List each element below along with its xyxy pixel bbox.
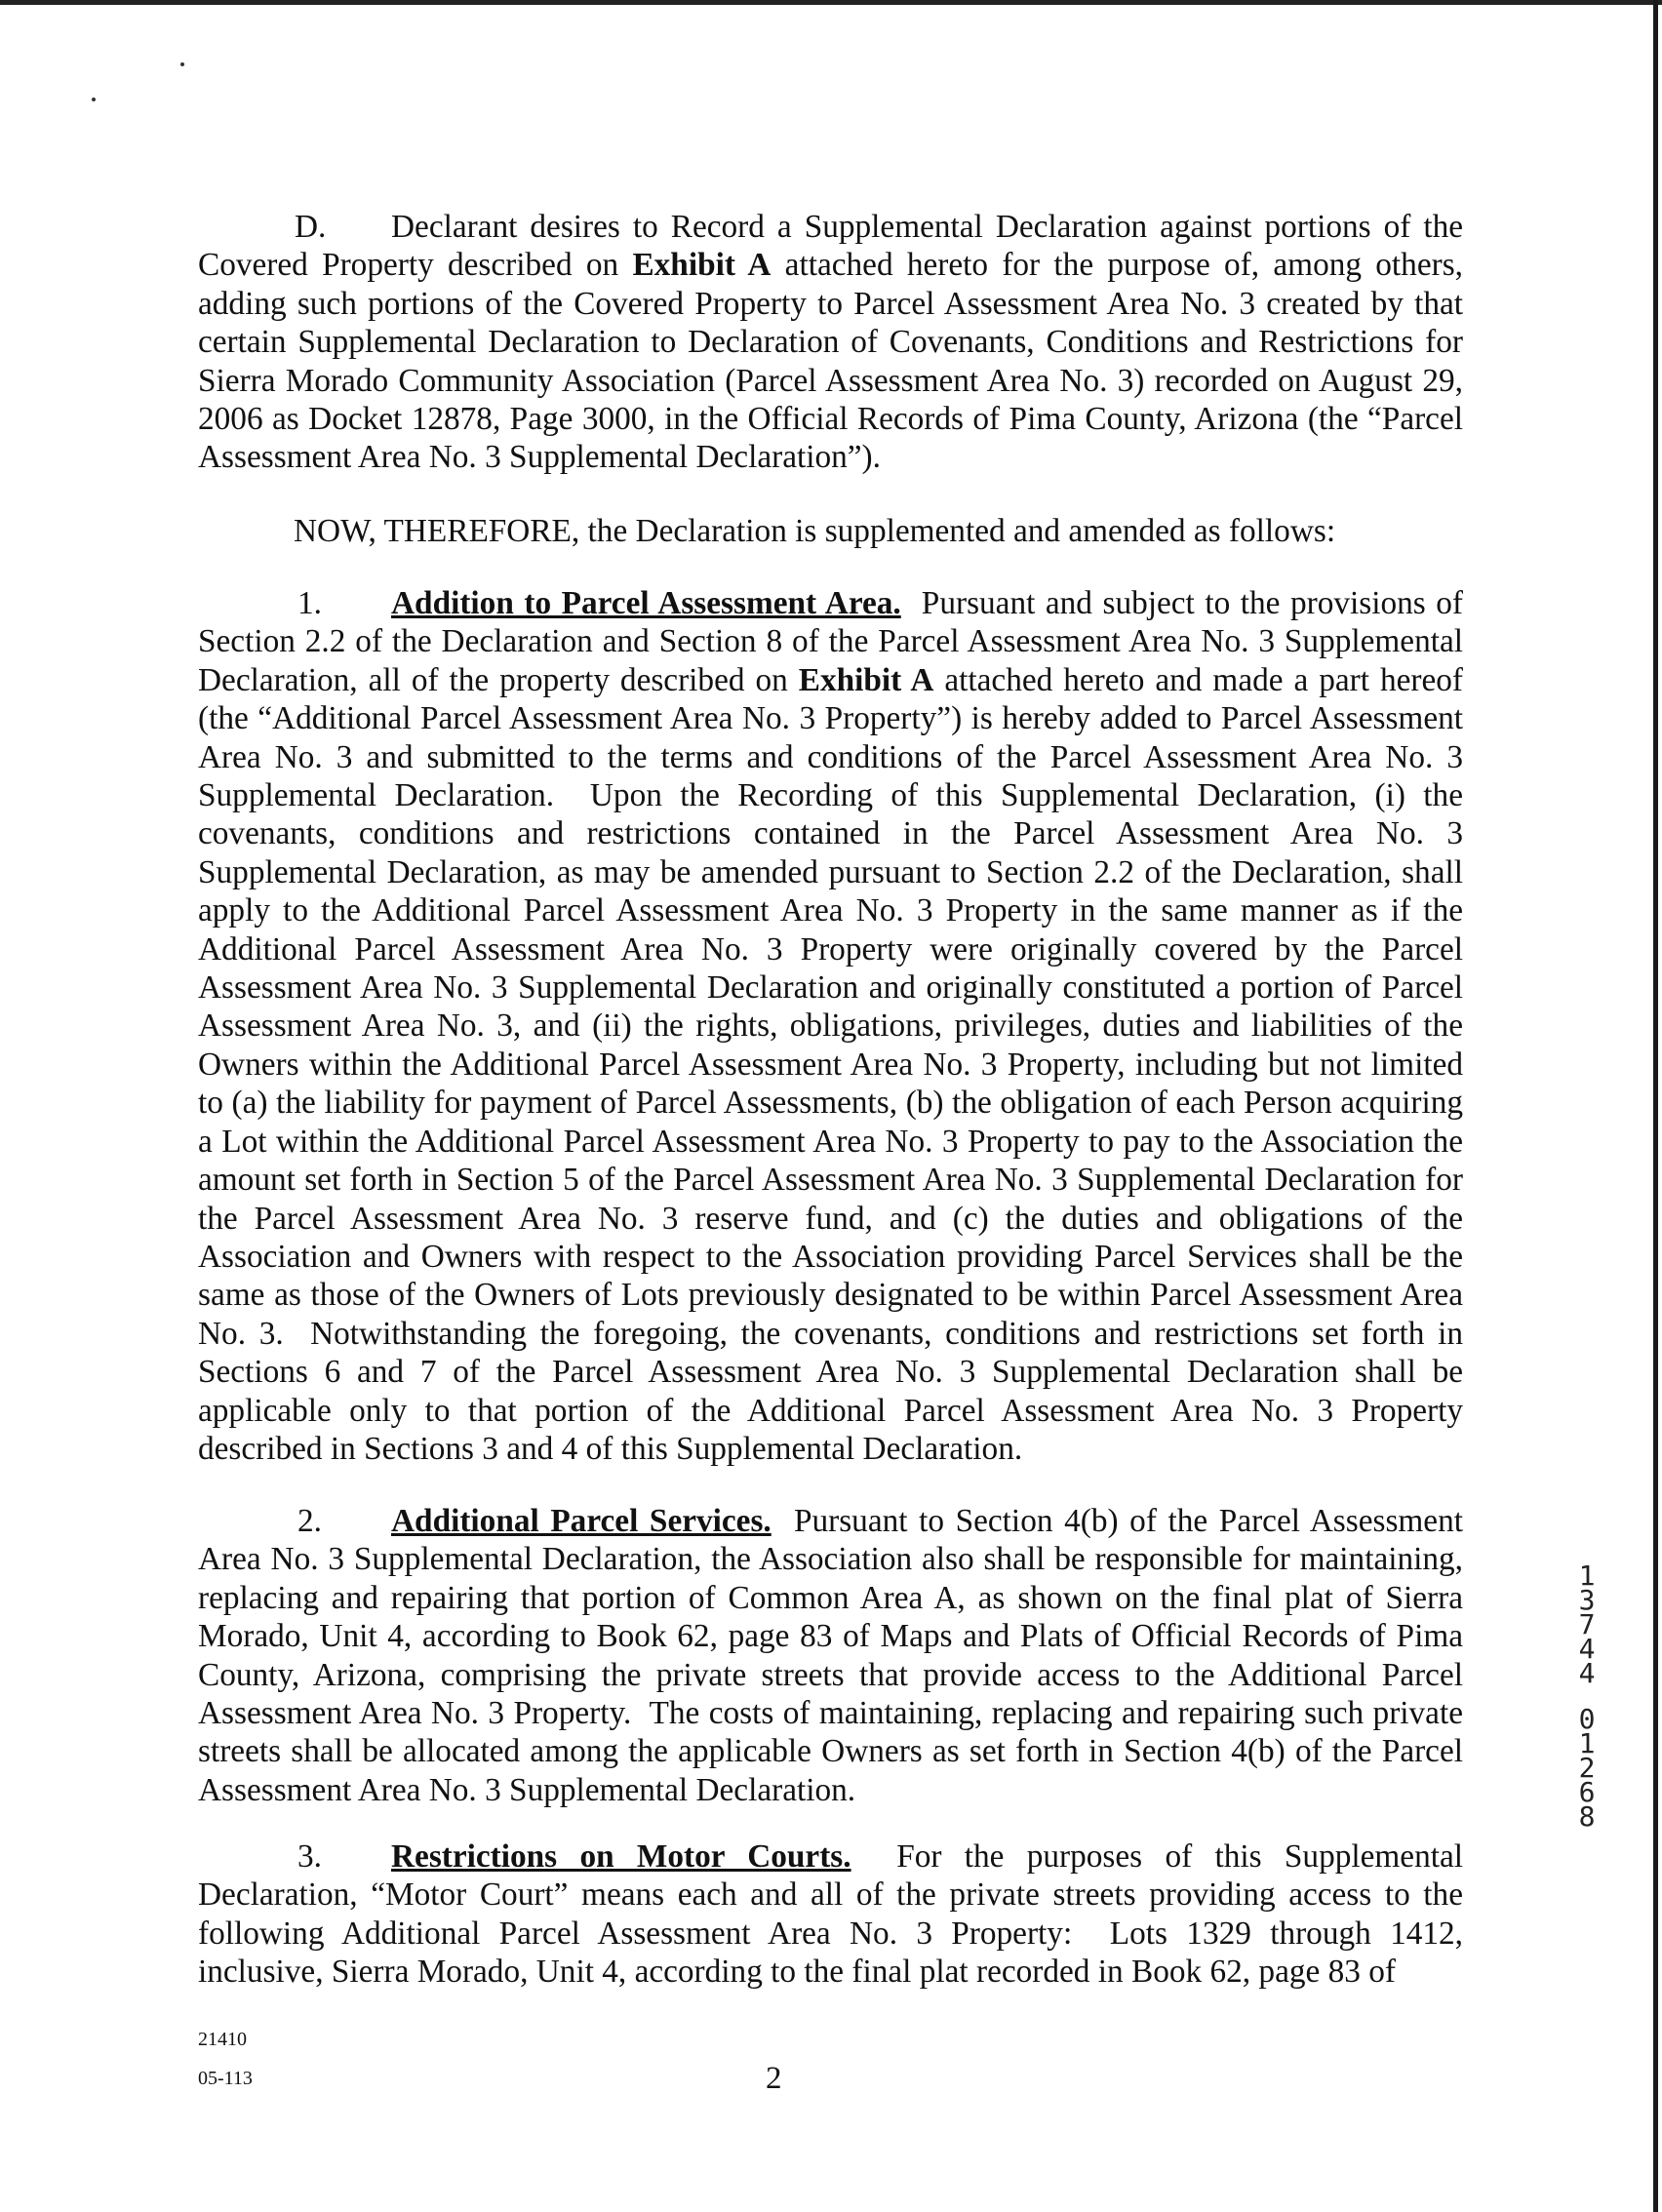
- paragraph-text: For the purposes of this Supplemental Declaration, “Motor Court” means each and all of the private streets providing access to the following Additional Parcel Assessment Area No. 3 Property: Lots 1329 through 1412, inclusive, Sierra Morado, Unit 4, according to the final plat recorded in Book 62, page 83 of: [198, 1838, 1472, 1991]
- paragraph-text: Pursuant to Section 4(b) of the Parcel Assessment Area No. 3 Supplemental Declaration, the Association also shall be responsible for maintaining, replacing and repairing that portion of Common Area A, as shown on the final plat of Sierra Morado, Unit 4, according to Book 62, page 83 of Maps and Plats of Official Records of Pima County, Arizona, comprising the private streets that provide access to the Additional Parcel Assessment Area No. 3 Property. The costs of maintaining, replacing and repairing such private streets shall be allocated among the applicable Owners as set forth in Section 4(b) of the Parcel Assessment Area No. 3 Supplemental Declaration.: [198, 1503, 1472, 1808]
- scan-speck: [92, 98, 96, 101]
- paragraph-text: attached hereto for the purpose of, among others, adding such portions of the Covered Property to Parcel Assessment Area No. 3 created by that certain Supplemental Declaration to Declaration of Covenants, Conditions and Restrictions for Sierra Morado Community Association (Parcel Assessment Area No. 3) recorded on August 29, 2006 as Docket 12878, Page 3000, in the Official Records of Pima County, Arizona (the “Parcel Assessment Area No. 3 Supplemental Declaration”).: [198, 247, 1472, 476]
- footer-doc-id: 21410: [198, 2029, 247, 2050]
- scan-right-border: [1653, 0, 1658, 2212]
- paragraph-number: 3.: [297, 1838, 322, 1875]
- recording-digit: 1: [1578, 1560, 1596, 1592]
- recital-d: [198, 208, 1472, 477]
- recording-digit: 7: [1578, 1608, 1596, 1640]
- section-heading: Addition to Parcel Assessment Area.: [391, 585, 901, 621]
- section-heading: Additional Parcel Services.: [391, 1503, 772, 1539]
- recording-digit: 1: [1578, 1727, 1596, 1759]
- recording-digit: 0: [1578, 1703, 1596, 1735]
- section-heading: Restrictions on Motor Courts.: [391, 1838, 851, 1875]
- recording-digit: 4: [1578, 1633, 1596, 1665]
- paragraph-text: Pursuant and subject to the provisions of Section 2.2 of the Declaration and Section 8 of the Parcel Assessment Area No. 3 Supplemental Declaration, all of the property described on: [198, 585, 1472, 698]
- paragraph-number: 2.: [297, 1503, 322, 1539]
- scan-top-border: [0, 0, 1662, 5]
- footer-matter-number: 05-113: [198, 2068, 253, 2089]
- recording-digit: 6: [1578, 1776, 1596, 1808]
- paragraph-number: D.: [295, 209, 327, 245]
- section-2-parcel-services: [198, 1502, 1472, 1809]
- recording-digit: 4: [1578, 1657, 1596, 1689]
- paragraph-number: 1.: [297, 585, 322, 621]
- recording-digit: 8: [1578, 1800, 1596, 1833]
- paragraph-text: attached hereto and made a part hereof (the “Additional Parcel Assessment Area No. 3 Property”) is hereby added to Parcel Assessment Area No. 3 and submitted to the terms and conditions of the Parcel Assessment Area No. 3 Supplemental Declaration. Upon the Recording of this Supplemental Declaration, (i) the covenants, conditions and restrictions contained in the Parcel Assessment Area No. 3 Supplemental Declaration, as may be amended pursuant to Section 2.2 of the Declaration, shall apply to the Additional Parcel Assessment Area No. 3 Property in the same manner as if the Additional Parcel Assessment Area No. 3 Property were originally covered by the Parcel Assessment Area No. 3 Supplemental Declaration and originally constituted a portion of Parcel Assessment Area No. 3, and (ii) the rights, obligations, privileges, duties and liabilities of the Owners within the Additional Parcel Assessment Area No. 3 Property, including but not limited to (a) the liability for payment of Parcel Assessments, (b) the obligation of each Person acquiring a Lot within the Additional Parcel Assessment Area No. 3 Property to pay to the Association the amount set forth in Section 5 of the Parcel Assessment Area No. 3 Supplemental Declaration for the Parcel Assessment Area No. 3 reserve fund, and (c) the duties and obligations of the Association and Owners with respect to the Association providing Parcel Services shall be the same as those of the Owners of Lots previously designated to be within Parcel Assessment Area No. 3. Notwithstanding the foregoing, the covenants, conditions and restrictions set forth in Sections 6 and 7 of the Parcel Assessment Area No. 3 Supplemental Declaration shall be applicable only to that portion of the Additional Parcel Assessment Area No. 3 Property described in Sections 3 and 4 of this Supplemental Declaration.: [198, 661, 1472, 1467]
- now-therefore-clause: [198, 512, 1463, 550]
- bold-reference: Exhibit A: [798, 661, 934, 698]
- recording-digit: 3: [1578, 1584, 1596, 1616]
- recording-number: [1572, 1560, 1602, 1833]
- paragraph-text: Declarant desires to Record a Supplemental Declaration against portions of the Covered Property described on: [198, 209, 1472, 284]
- page-number: 2: [766, 2061, 782, 2096]
- bold-reference: Exhibit A: [632, 247, 772, 284]
- scan-speck: [180, 62, 184, 66]
- section-1-addition: [198, 584, 1472, 1468]
- paragraph-text: NOW, THEREFORE, the Declaration is supplemented and amended as follows:: [294, 513, 1336, 549]
- section-3-motor-courts: [198, 1837, 1472, 1992]
- recording-digit: 2: [1578, 1752, 1596, 1784]
